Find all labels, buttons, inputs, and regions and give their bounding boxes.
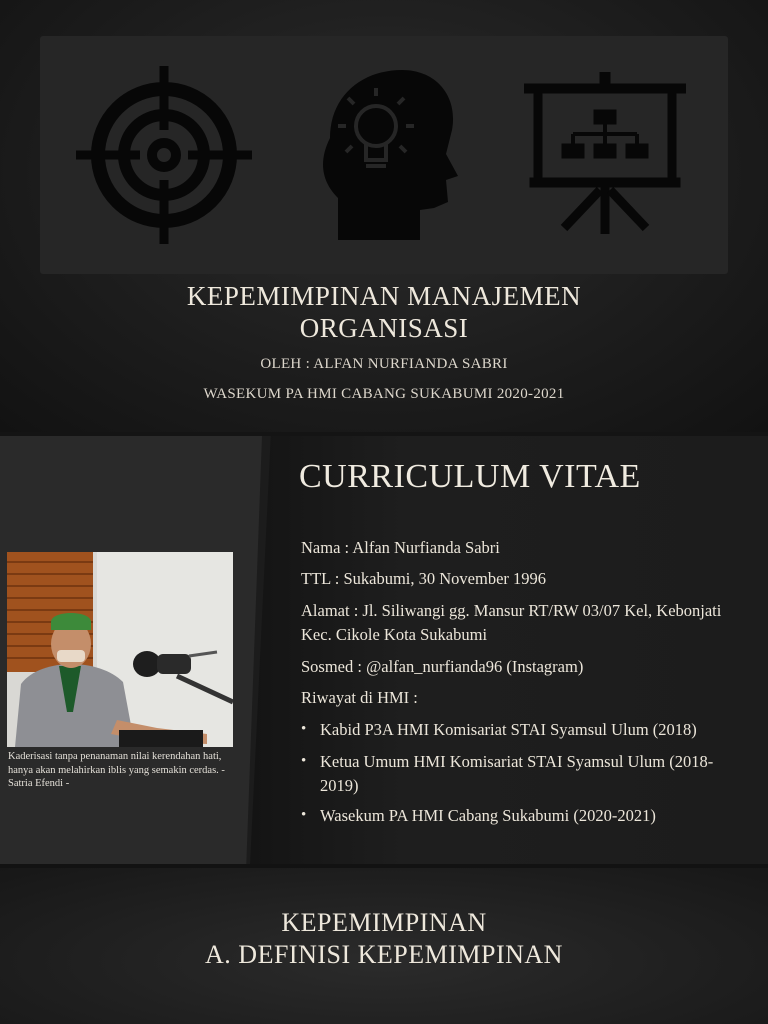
bullet-icon: • bbox=[301, 721, 307, 737]
title-slide bbox=[0, 0, 768, 432]
profile-photo bbox=[7, 552, 233, 747]
presentation-title bbox=[0, 280, 768, 344]
cv-history-label: Riwayat di HMI : bbox=[301, 688, 418, 707]
head-lightbulb-icon bbox=[310, 68, 460, 240]
position-line: WASEKUM PA HMI CABANG SUKABUMI 2020-2021 bbox=[203, 386, 565, 402]
cv-name: Nama : Alfan Nurfianda Sabri bbox=[301, 538, 500, 557]
cv-title: CURRICULUM VITAE bbox=[299, 458, 641, 495]
presentation-board-icon bbox=[524, 72, 686, 236]
target-icon bbox=[76, 66, 252, 244]
section-title: KEPEMIMPINAN bbox=[281, 908, 487, 937]
section-subtitle: A. DEFINISI KEPEMIMPINAN bbox=[205, 940, 563, 969]
title-line-2: ORGANISASI bbox=[299, 313, 469, 343]
bullet-icon: • bbox=[301, 753, 307, 769]
bullet-icon: • bbox=[301, 807, 307, 823]
right-panel bbox=[250, 436, 768, 864]
history-item: • Kabid P3A HMI Komisariat STAI Syamsul Ulum (2018) bbox=[301, 718, 751, 742]
photo-caption: Kaderisasi tanpa penanaman nilai kerendahan hati, hanya akan melahirkan iblis yang semakin cerdas. - Satria Efendi - bbox=[8, 751, 225, 789]
cv-ttl: TTL : Sukabumi, 30 November 1996 bbox=[301, 569, 547, 588]
history-item: • Wasekum PA HMI Cabang Sukabumi (2020-2021) bbox=[301, 804, 751, 828]
title-line-1: KEPEMIMPINAN MANAJEMEN bbox=[186, 281, 582, 311]
cv-social: Sosmed : @alfan_nurfianda96 (Instagram) bbox=[301, 657, 584, 676]
icon-panel bbox=[40, 36, 728, 274]
author-line: OLEH : ALFAN NURFIANDA SABRI bbox=[260, 356, 508, 372]
history-item: • Ketua Umum HMI Komisariat STAI Syamsul Ulum (2018-2019) bbox=[301, 750, 751, 798]
cv-address: Alamat : Jl. Siliwangi gg. Mansur RT/RW 03/07 Kel, Kebonjati Kec. Cikole Kota Sukabumi bbox=[301, 601, 722, 644]
cv-slide bbox=[0, 436, 768, 864]
section-slide bbox=[0, 868, 768, 1024]
